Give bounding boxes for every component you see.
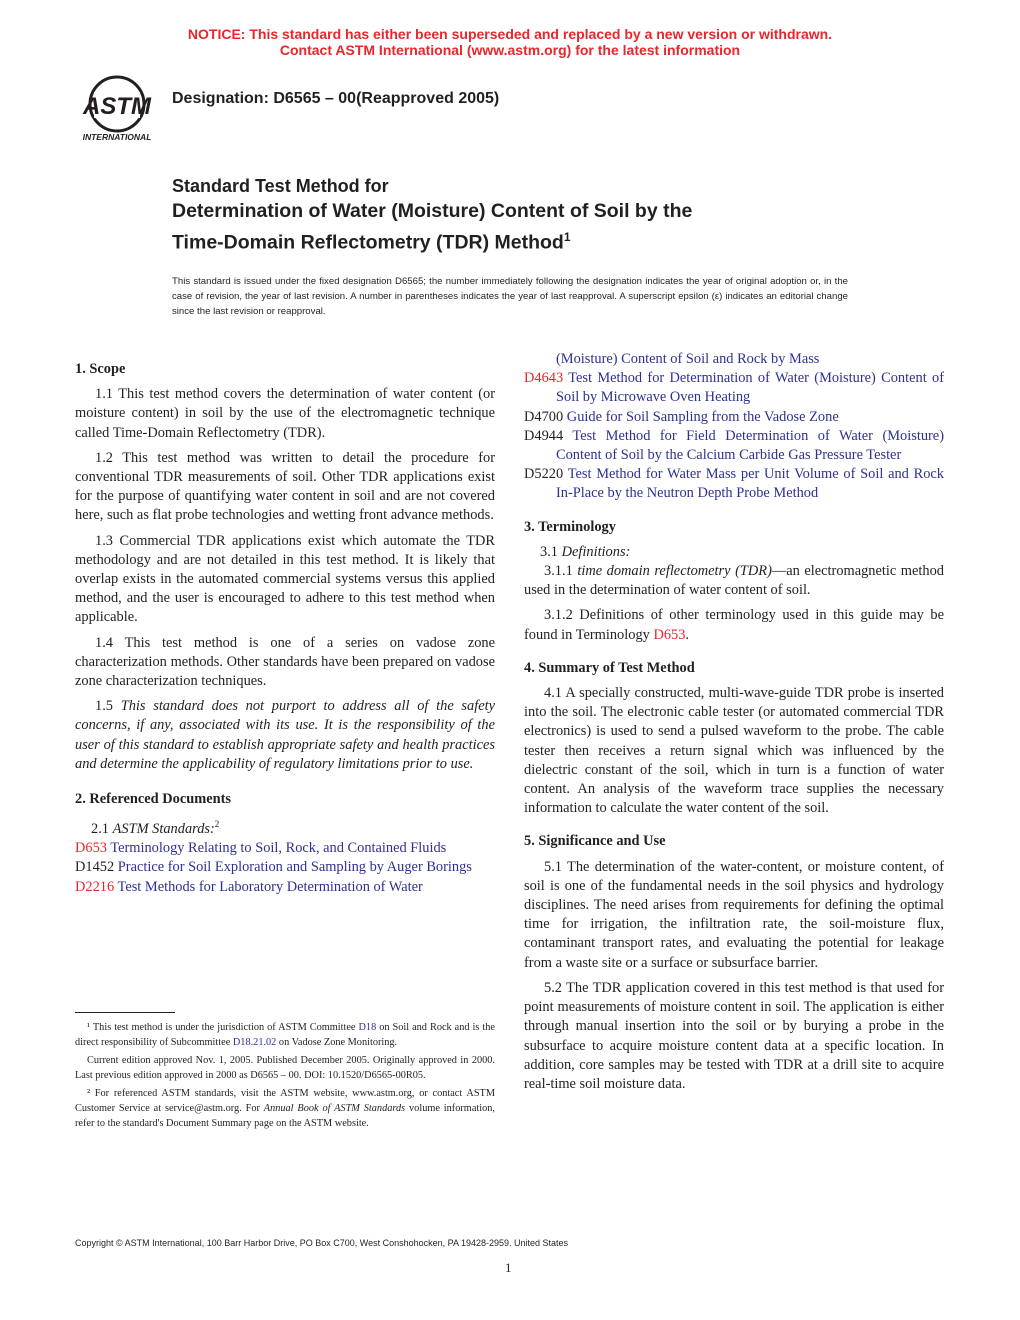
- paragraph-3-1-2: 3.1.2 Definitions of other terminology used in this guide may be found in Terminology D653.: [524, 607, 944, 643]
- section-heading-referenced-documents: 2. Referenced Documents: [75, 791, 231, 808]
- copyright-line: Copyright © ASTM International, 100 Barr Harbor Drive, PO Box C700, West Conshohocken, PA 19428-2959. United States: [75, 1238, 569, 1248]
- document-title: [172, 174, 872, 256]
- reference-d5220[interactable]: D5220 Test Method for Water Mass per Unit Volume of Soil and Rock In-Place by the Neutron Depth Probe Method: [524, 466, 944, 502]
- reference-d1452[interactable]: D1452 Practice for Soil Exploration and Sampling by Auger Borings: [75, 859, 472, 876]
- paragraph-3-1-1: 3.1.1 time domain reflectometry (TDR)—an electromagnetic method used in the determination of water content of soil.: [524, 563, 944, 599]
- footnote-divider: [75, 1012, 175, 1013]
- right-column: [524, 350, 944, 1100]
- astm-logo: [72, 72, 162, 144]
- footnote-1-edition: Current edition approved Nov. 1, 2005. Published December 2005. Originally approved in 2000. Last previous edition approved in 2000 as D6565 – 00. DOI: 10.1520/D6565-00R05.: [75, 1055, 495, 1081]
- notice-line-1: NOTICE: This standard has either been superseded and replaced by a new version or withdrawn.: [187, 26, 833, 42]
- paragraph-2-1: 2.1 ASTM Standards:$^2$: [91, 819, 220, 838]
- title-footnote-mark: 1: [563, 230, 571, 244]
- title-line-1: Standard Test Method for: [172, 176, 389, 196]
- reference-d2216-continued[interactable]: (Moisture) Content of Soil and Rock by Mass: [556, 351, 820, 367]
- paragraph-1-4: 1.4 This test method is one of a series on vadose zone characterization methods. Other standards have been prepared on vadose zone characterization techniques.: [75, 634, 495, 690]
- paragraph-1-1: 1.1 This test method covers the determination of water content (or moisture content) in soil by the use of the electromagnetic technique called Time-Domain Reflectometry (TDR).: [75, 386, 495, 441]
- title-line-2: Determination of Water (Moisture) Content of Soil by the: [172, 200, 693, 222]
- notice-line-2: Contact ASTM International (www.astm.org) for the latest information: [279, 42, 741, 58]
- reference-d653[interactable]: D653 Terminology Relating to Soil, Rock, and Contained Fluids: [75, 840, 447, 857]
- terminology-link-d653[interactable]: D653: [653, 626, 686, 643]
- reference-d2216[interactable]: D2216 Test Methods for Laboratory Determination of Water: [75, 878, 423, 895]
- page-number: 1: [505, 1260, 512, 1275]
- paragraph-1-3: 1.3 Commercial TDR applications exist which automate the TDR methodology and are not detailed in this test method. It is likely that overlap exists in the automated commercial systems versus this applied method, and the user is encouraged to adhere to this test method when applicable.: [75, 532, 495, 626]
- designation: Designation: D6565 – 00(Reapproved 2005): [172, 90, 500, 107]
- logo-text: ASTM: [83, 93, 151, 120]
- footnote-1: ¹ This test method is under the jurisdiction of ASTM Committee D18 on Soil and Rock and is the direct responsibility of Subcommittee D18.21.02 on Vadose Zone Monitoring.: [75, 1022, 495, 1048]
- reference-d4700[interactable]: D4700 Guide for Soil Sampling from the Vadose Zone: [524, 408, 839, 425]
- footnotes: [75, 1020, 495, 1134]
- reference-d4643[interactable]: D4643 Test Method for Determination of Water (Moisture) Content of Soil by Microwave Oven Heating: [524, 370, 944, 406]
- subcommittee-link[interactable]: D18.21.02: [232, 1037, 277, 1048]
- astm-logo-icon: [72, 72, 162, 144]
- section-heading-scope: 1. Scope: [75, 361, 126, 377]
- left-column: [75, 350, 495, 897]
- section-heading-terminology: 3. Terminology: [524, 518, 616, 535]
- paragraph-5-2: 5.2 The TDR application covered in this test method is that used for point measurements of moisture content in soil. The application is either through manual insertion into the soil or by burying a probe in the subsurface to acquire moisture content data at a specific location. In addition, core samples may be tested with TDR at a drill site to acquire real-time soil moisture data.: [524, 979, 944, 1092]
- section-heading-summary: 4. Summary of Test Method: [524, 659, 695, 676]
- paragraph-4-1: 4.1 A specially constructed, multi-wave-guide TDR probe is inserted into the soil. The electronic cable tester (or automated commercial TDR electronics) is used to send a pulsed waveform to the probe. The cable tester then receives a return signal which was influenced by the dielectric constant of the soil, which in turn is a function of water content. An analysis of the waveform trace supplies the necessary information to calculate the water content of the soil.: [524, 685, 944, 817]
- reference-d4944[interactable]: D4944 Test Method for Field Determination of Water (Moisture) Content of Soil by the Calcium Carbide Gas Pressure Tester: [524, 427, 944, 464]
- preamble: This standard is issued under the fixed designation D6565; the number immediately following the designation indicates the year of original adoption or, in the case of revision, the year of last revision. A number in parentheses indicates the year of last reapproval. A superscript epsilon (ε) indicates an editorial change since the last revision or reapproval.: [172, 276, 848, 317]
- paragraph-1-5: 1.5 This standard does not purport to address all of the safety concerns, if any, associated with its use. It is the responsibility of the user of this standard to establish appropriate safety and health practices and determine the applicability of regulatory limitations prior to use.: [75, 698, 495, 772]
- section-heading-significance: 5. Significance and Use: [524, 833, 666, 850]
- paragraph-5-1: 5.1 The determination of the water-content, or moisture content, of soil is one of the fundamental needs in the soil physics and hydrology disciplines. The need arises from requirements for defining the optimal time for irrigation, the infiltration rate, the soil-moisture flux, contaminant transport rates, and evaluating the potential for leakage from a waste site or a surface or subsurface barrier.: [524, 858, 944, 971]
- footnote-2: ² For referenced ASTM standards, visit the ASTM website, www.astm.org, or contact ASTM Customer Service at service@astm.org. For Annual Book of ASTM Standards volume information, refer to the standard's Document Summary page on the ASTM website.: [75, 1088, 495, 1129]
- title-line-3: Time-Domain Reflectometry (TDR) Method$^1$: [172, 230, 571, 254]
- withdrawal-notice: [0, 26, 1020, 58]
- committee-link[interactable]: D18: [358, 1022, 377, 1033]
- paragraph-3-1: 3.1 Definitions:: [540, 543, 631, 560]
- logo-subtext: INTERNATIONAL: [82, 132, 152, 142]
- paragraph-1-2: 1.2 This test method was written to detail the procedure for conventional TDR measurements of soil. Other TDR applications exist for the purpose of quantifying water content in soil and are not covered here, such as flat probe technologies and wetting front advance methods.: [75, 449, 495, 524]
